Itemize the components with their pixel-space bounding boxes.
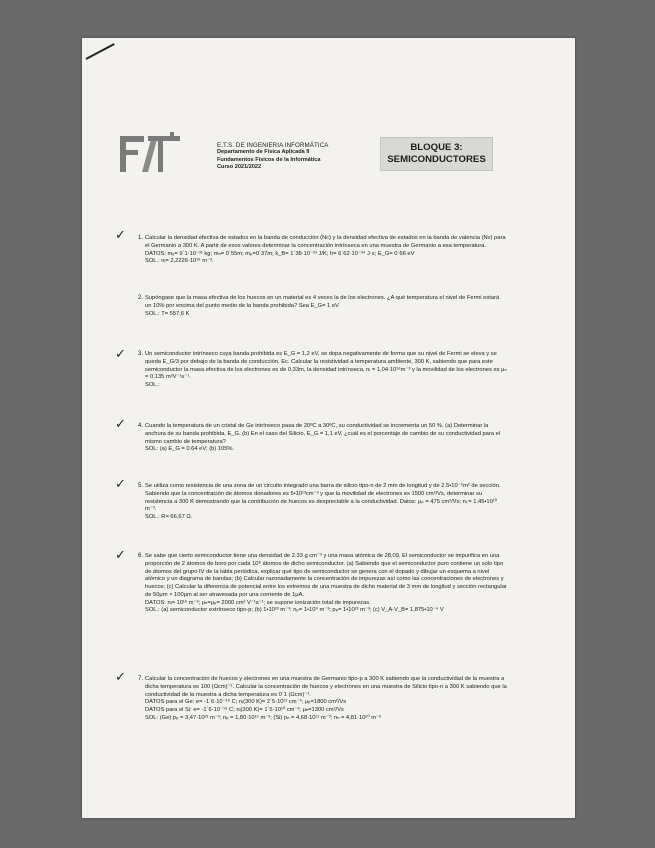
check-mark-icon: ✓ xyxy=(115,477,126,492)
problem-list xyxy=(82,38,575,818)
problem-number: 2. xyxy=(137,295,143,301)
problem-solution: SOL: (Ge) pₚ = 3,47·10²³ m⁻³; nₚ = 1,80·10¹⁵ m⁻³; (Si) pₙ = 4,68·10¹¹ m⁻³; nₙ = 4,81·10²⁰ m⁻³ xyxy=(145,714,381,721)
problem-item xyxy=(137,553,507,615)
problem-solution: SOL.: nᵢ= 2,2226·10¹⁹ m⁻³. xyxy=(145,258,214,265)
document-page xyxy=(82,38,575,818)
check-mark-icon: ✓ xyxy=(115,548,126,563)
problem-text: Calcular la densidad efectiva de estados en la banda de conducción (Nc) y la densidad efectiva de estados en la banda de valencia (Nv) para el Germanio a 300 K. A partir de esos valores determinar la concentración intrínseca en una muestra de Germanio a esa temperatura. xyxy=(145,235,506,249)
problem-item xyxy=(137,483,507,522)
problem-solution: SOL.: (a) semiconductor extrínseco tipo-p; (b) 1•10²³ m⁻³; nₚ= 1•10⁹ m⁻³; pₚ= 1•10²³ m⁻³; (c) V_A-V_B= 1,875•10⁻⁴ V xyxy=(145,607,444,614)
problem-text: Se sabe que cierto semiconductor tiene una densidad de 2.33 g cm⁻³ y una masa atómica de 28,09. El semiconductor se impurifica en una proporción de 2 átomos de boro por cada 10⁸ átomos de dicho semiconductor. (a) Sabiendo que el semiconductor puro contiene un solo tipo de átomos del grupo IV de la tabla periódica, explicar qué tipo de semiconductor se genera con el dopado y dibujar un esquema a nivel atómico y un diagrama de bandas; (b) Calcular razonadamente la concentración de impurezas así como las concentraciones de electrones y huecos; (c) Calcular la diferencia de potencial entre los extremos de una muestra de dicho material de 3 mm de longitud y sección rectangular de 50μm × 100μm al ser atravesada por una corriente de 1μA. xyxy=(145,553,507,598)
problem-solution: SOL.: xyxy=(145,382,160,388)
problem-item xyxy=(137,351,507,390)
problem-data: DATOS para el Ge: e= -1´6·10⁻¹⁹ C; nᵢ(300 K)= 2´5·10¹³ cm⁻³; μₚ=1800 cm²/Vs DATOS para el Si: e= -1´6·10⁻¹⁹ C; nᵢ(300 K)= 1´5·10¹⁰ cm⁻³; μₙ=1300 cm²/Vs xyxy=(145,699,347,713)
problem-solution: SOL: (a) E_G = 0.64 eV; (b) 105%. xyxy=(145,446,235,453)
problem-item xyxy=(137,235,507,266)
problem-data: DATOS: mₑ= 9´1·10⁻³¹ kg; mₙ= 0´55m; mₚ=0´37m; k_B= 1´38·10⁻²³ J/K; h= 6´62·10⁻³⁴ J·s; E_G= 0´66 eV xyxy=(145,250,415,257)
department-name: Departamento de Física Aplicada II xyxy=(217,149,310,156)
problem-item xyxy=(137,423,507,454)
problem-number: 7. xyxy=(137,676,143,682)
school-name: E.T.S. DE INGENIERIA INFORMÁTICA xyxy=(217,142,329,149)
problem-number: 5. xyxy=(137,483,143,489)
problem-text: Un semiconductor intrínseco cuya banda prohibida es E_G = 1,2 eV, se dopa negativamente de forma que su nivel de Fermi se eleva y se queda E_G/3 por debajo de la banda de conducción, Ec. Calcular la resistividad a temperatura ambiente, 300 K, sabiendo que para este semiconductor la masa efectiva de los electrones es de 0,33m, la densidad intrínseca, nᵢ = 1,04·10¹⁶m⁻³ y la movilidad de los electrones es μₙ = 0,135 m²V⁻¹s⁻¹. xyxy=(145,351,507,381)
problem-text: Supóngase que la masa efectiva de los huecos en un material es 4 veces la de los electrones. ¿A qué temperatura el nivel de Fermi estará un 10% por encima del punto medio de la banda prohibida? Sea E_G= 1 eV. xyxy=(145,295,500,309)
problem-solution: SOL.: R= 66,67 Ω. xyxy=(145,514,193,520)
problem-number: 6. xyxy=(137,553,143,559)
problem-data: DATOS: nᵢ= 10¹⁶ m⁻³; μₙ=μₚ= 2000 cm² V⁻¹s⁻¹; se supone ionización total de impurezas. xyxy=(145,599,371,606)
problem-text: Calcular la concentración de huecos y electrones en una muestra de Germanio tipo-p a 300 K sabiendo que la conductividad de la muestra a dicha temperatura es 100 (Ωcm)⁻¹. Calcular la concentración de huecos y electrones en una muestra de Silicio tipo-n a 300 K sabiendo que la conductividad de la muestra a dicha temperatura es 0´1 (Ωcm)⁻¹. xyxy=(145,676,507,698)
problem-number: 3. xyxy=(137,351,143,357)
problem-number: 4. xyxy=(137,423,143,429)
check-mark-icon: ✓ xyxy=(115,347,126,362)
problem-number: 1. xyxy=(137,235,143,241)
problem-item xyxy=(137,676,507,723)
check-mark-icon: ✓ xyxy=(115,417,126,432)
problem-text: Cuando la temperatura de un cristal de Ge intrínseco pasa de 20ºC a 30ºC, su conductividad se incrementa un 50 %. (a) Determinar la anchura de su banda prohibida, E_G. (b) En el caso del Silicio, E_G = 1,1 eV, ¿cuál es el porcentaje de cambio de su conductividad para el mismo cambio de temperatura? xyxy=(145,423,501,445)
course-name: Fundamentos Físicos de la Informática xyxy=(217,156,321,163)
check-mark-icon: ✓ xyxy=(115,228,126,243)
block-title-line2: SEMICONDUCTORES xyxy=(387,154,486,165)
problem-solution: SOL.: T= 557,6 K xyxy=(145,310,190,317)
block-title-line1: BLOQUE 3: xyxy=(410,142,463,153)
problem-text: Se utiliza como resistencia de una zona de un circuito integrado una barra de silicio tipo-n de 2 mm de longitud y de 2.5•10⁻⁵m² de sección. Sabiendo que la concentración de átomos donadores es 5•10¹³cm⁻³ y que la movilidad de electrones es 1500 cm²/Vs, determinar su resistencia a 300 K demostrando que la contribución de huecos es despreciable a la conductividad. Datos: μₚ = 475 cm²/Vs; nᵢ = 1.45•10¹⁰ m⁻³. xyxy=(145,483,501,513)
problem-item xyxy=(137,295,507,318)
check-mark-icon: ✓ xyxy=(115,670,126,685)
academic-year: Curso 2021/2022 xyxy=(217,164,262,171)
